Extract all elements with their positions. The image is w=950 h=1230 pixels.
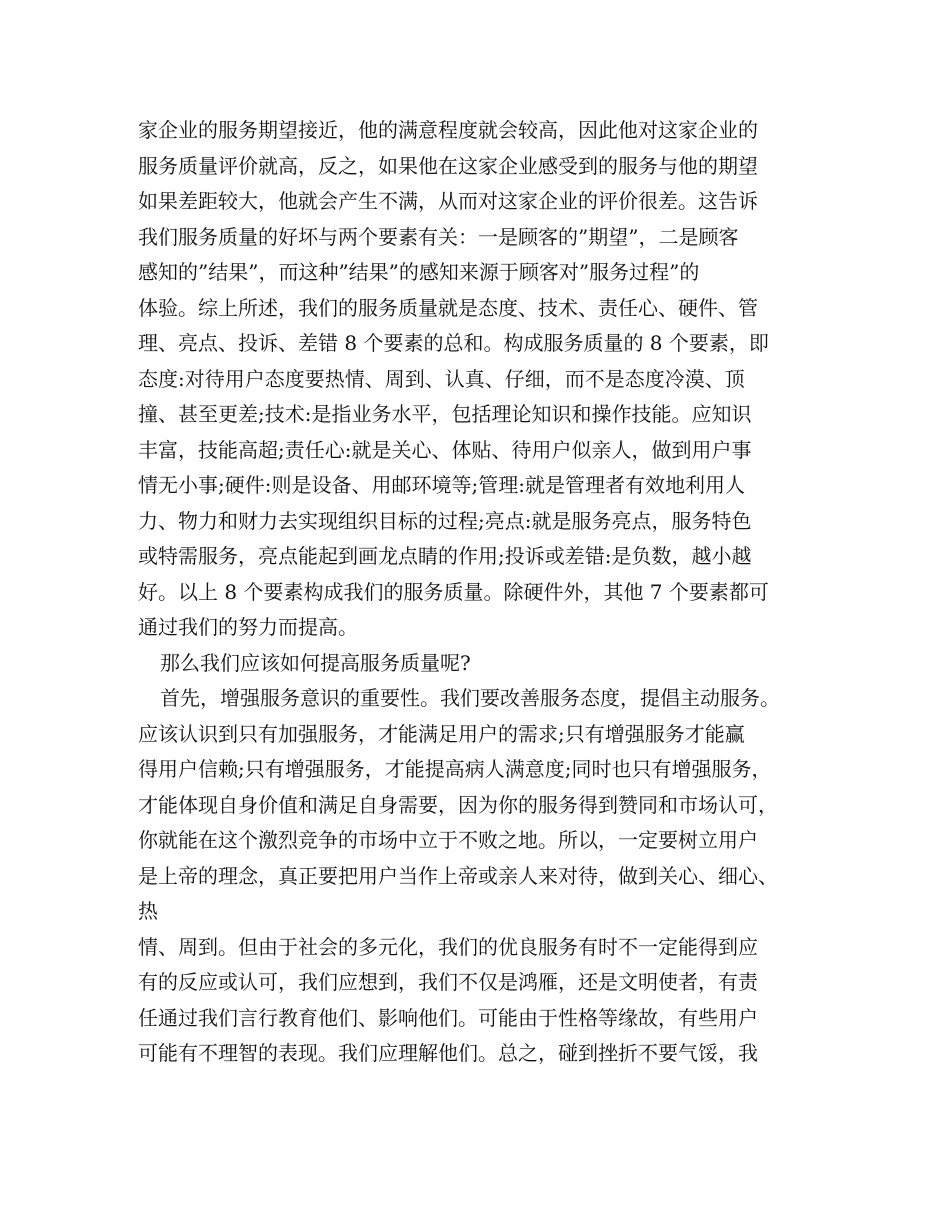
text-line: 通过我们的努力而提高。 <box>138 615 358 639</box>
body-text <box>138 113 828 1072</box>
text-line: 如果差距较大，他就会产生不满，从而对这家企业的评价很差。这告诉 <box>138 189 758 213</box>
text-line: 情无小事;硬件:则是设备、用邮环境等;管理:就是管理者有效地利用人 <box>138 473 745 497</box>
text-line: 应该认识到只有加强服务，才能满足用户的需求;只有增强服务才能赢 <box>138 721 745 746</box>
text-line: 是上帝的理念，真正要把用户当作上帝或亲人来对待，做到关心、细心、 <box>138 863 778 888</box>
text-line: 或特需服务，亮点能起到画龙点睛的作用;投诉或差错:是负数，越小越 <box>138 544 752 568</box>
text-line: 理、亮点、投诉、差错 8 个要素的总和。构成服务质量的 8 个要素，即 <box>138 331 769 355</box>
text-line: 感知的”结果”，而这种”结果”的感知来源于顾客对”服务过程”的 <box>138 260 700 284</box>
text-line: 才能体现自身价值和满足自身需要，因为你的服务得到赞同和市场认可， <box>138 792 778 817</box>
text-line: 可能有不理智的表现。我们应理解他们。总之，碰到挫折不要气馁，我 <box>138 1041 758 1065</box>
text-line: 那么我们应该如何提高服务质量呢? <box>160 650 471 675</box>
text-line: 态度:对待用户态度要热情、周到、认真、仔细，而不是态度冷漠、顶 <box>138 366 745 391</box>
text-line: 热 <box>138 899 158 923</box>
text-line: 我们服务质量的好坏与两个要素有关：一是顾客的”期望”，二是顾客 <box>138 224 739 249</box>
text-line: 有的反应或认可，我们应想到，我们不仅是鸿雁，还是文明使者，有责 <box>138 970 758 994</box>
text-line: 家企业的服务期望接近，他的满意程度就会较高，因此他对这家企业的 <box>138 118 758 142</box>
text-line: 体验。综上所述，我们的服务质量就是态度、技术、责任心、硬件、管 <box>138 295 758 320</box>
text-line: 首先，增强服务意识的重要性。我们要改善服务态度，提倡主动服务。 <box>160 686 780 710</box>
text-line: 好。以上 8 个要素构成我们的服务质量。除硬件外，其他 7 个要素都可 <box>138 579 769 604</box>
text-line: 撞、甚至更差;技术:是指业务水平，包括理论知识和操作技能。应知识 <box>138 402 752 426</box>
text-line: 任通过我们言行教育他们、影响他们。可能由于性格等缘故，有些用户 <box>138 1005 758 1030</box>
text-line: 服务质量评价就高，反之，如果他在这家企业感受到的服务与他的期望 <box>138 153 758 178</box>
text-line: 力、物力和财力去实现组织目标的过程;亮点:就是服务亮点，服务特色 <box>138 508 752 533</box>
text-line: 得用户信赖;只有增强服务，才能提高病人满意度;同时也只有增强服务， <box>138 757 772 781</box>
text-line: 你就能在这个激烈竞争的市场中立于不败之地。所以，一定要树立用户 <box>138 828 758 852</box>
text-line: 情、周到。但由于社会的多元化，我们的优良服务有时不一定能得到应 <box>138 934 758 959</box>
text-line: 丰富，技能高超;责任心:就是关心、体贴、待用户似亲人，做到用户事 <box>138 437 752 462</box>
